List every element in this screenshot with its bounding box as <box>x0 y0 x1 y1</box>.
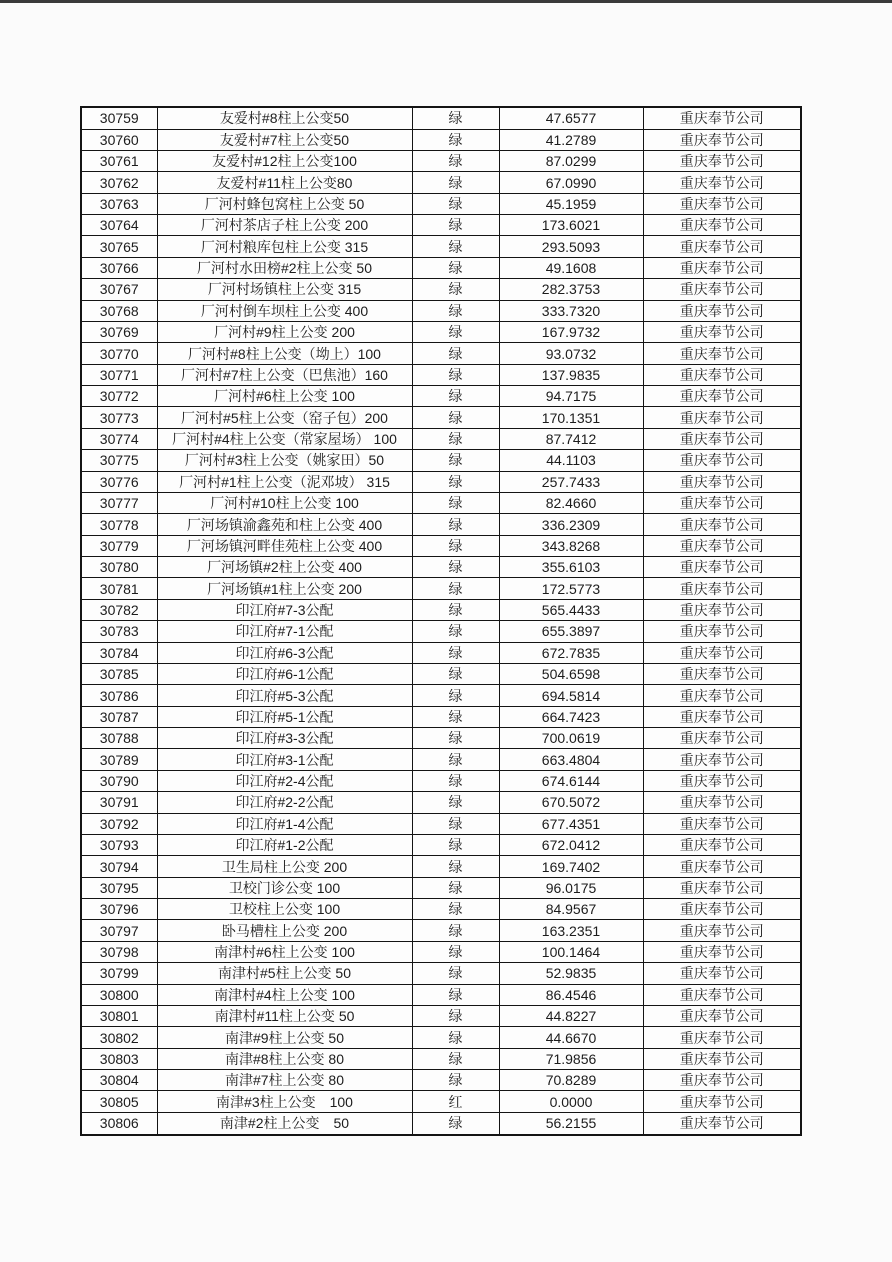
cell-value: 0.0000 <box>499 1091 643 1112</box>
cell-value: 677.4351 <box>499 813 643 834</box>
cell-company: 重庆奉节公司 <box>643 193 801 214</box>
cell-value: 672.0412 <box>499 834 643 855</box>
cell-value: 355.6103 <box>499 557 643 578</box>
cell-status: 绿 <box>412 535 499 556</box>
table-row <box>81 642 801 663</box>
cell-status: 绿 <box>412 899 499 920</box>
table-row <box>81 1091 801 1112</box>
cell-status: 绿 <box>412 663 499 684</box>
cell-id: 30777 <box>81 492 157 513</box>
cell-status: 红 <box>412 1091 499 1112</box>
cell-id: 30783 <box>81 621 157 642</box>
cell-id: 30805 <box>81 1091 157 1112</box>
table-row <box>81 1070 801 1091</box>
table-row <box>81 728 801 749</box>
cell-status: 绿 <box>412 813 499 834</box>
cell-status: 绿 <box>412 471 499 492</box>
cell-name: 厂河村茶店子柱上公变 200 <box>157 215 412 236</box>
cell-name: 厂河村#6柱上公变 100 <box>157 386 412 407</box>
cell-id: 30761 <box>81 150 157 171</box>
cell-company: 重庆奉节公司 <box>643 364 801 385</box>
cell-company: 重庆奉节公司 <box>643 1027 801 1048</box>
cell-company: 重庆奉节公司 <box>643 963 801 984</box>
cell-name: 厂河村水田榜#2柱上公变 50 <box>157 257 412 278</box>
table-row <box>81 321 801 342</box>
table-row <box>81 193 801 214</box>
cell-name: 厂河村#9柱上公变 200 <box>157 321 412 342</box>
table-row <box>81 535 801 556</box>
table-row <box>81 343 801 364</box>
cell-id: 30798 <box>81 941 157 962</box>
cell-id: 30787 <box>81 706 157 727</box>
cell-value: 45.1959 <box>499 193 643 214</box>
table-row <box>81 450 801 471</box>
table-row <box>81 1027 801 1048</box>
cell-status: 绿 <box>412 963 499 984</box>
cell-id: 30765 <box>81 236 157 257</box>
cell-value: 93.0732 <box>499 343 643 364</box>
table-row <box>81 107 801 129</box>
cell-status: 绿 <box>412 450 499 471</box>
cell-value: 293.5093 <box>499 236 643 257</box>
cell-company: 重庆奉节公司 <box>643 749 801 770</box>
cell-value: 67.0990 <box>499 172 643 193</box>
cell-company: 重庆奉节公司 <box>643 257 801 278</box>
cell-name: 印江府#3-3公配 <box>157 728 412 749</box>
cell-name: 印江府#7-3公配 <box>157 599 412 620</box>
cell-company: 重庆奉节公司 <box>643 150 801 171</box>
cell-company: 重庆奉节公司 <box>643 813 801 834</box>
cell-status: 绿 <box>412 428 499 449</box>
cell-name: 厂河村倒车坝柱上公变 400 <box>157 300 412 321</box>
cell-id: 30768 <box>81 300 157 321</box>
cell-value: 44.1103 <box>499 450 643 471</box>
table-row <box>81 1112 801 1135</box>
cell-id: 30772 <box>81 386 157 407</box>
cell-company: 重庆奉节公司 <box>643 471 801 492</box>
cell-value: 663.4804 <box>499 749 643 770</box>
cell-value: 137.9835 <box>499 364 643 385</box>
cell-name: 厂河村#8柱上公变（坳上）100 <box>157 343 412 364</box>
cell-value: 47.6577 <box>499 107 643 129</box>
cell-name: 厂河村#1柱上公变（泥邓坡） 315 <box>157 471 412 492</box>
cell-status: 绿 <box>412 343 499 364</box>
cell-status: 绿 <box>412 706 499 727</box>
cell-id: 30792 <box>81 813 157 834</box>
table-row <box>81 1005 801 1026</box>
cell-value: 257.7433 <box>499 471 643 492</box>
cell-name: 友爱村#11柱上公变80 <box>157 172 412 193</box>
cell-company: 重庆奉节公司 <box>643 1070 801 1091</box>
cell-value: 565.4433 <box>499 599 643 620</box>
cell-name: 印江府#1-4公配 <box>157 813 412 834</box>
table-row <box>81 129 801 150</box>
table-row <box>81 300 801 321</box>
cell-company: 重庆奉节公司 <box>643 557 801 578</box>
cell-status: 绿 <box>412 621 499 642</box>
cell-company: 重庆奉节公司 <box>643 920 801 941</box>
table-row <box>81 215 801 236</box>
cell-id: 30804 <box>81 1070 157 1091</box>
cell-name: 厂河村#10柱上公变 100 <box>157 492 412 513</box>
cell-status: 绿 <box>412 642 499 663</box>
cell-company: 重庆奉节公司 <box>643 407 801 428</box>
cell-status: 绿 <box>412 279 499 300</box>
table-row <box>81 834 801 855</box>
cell-id: 30779 <box>81 535 157 556</box>
cell-name: 印江府#2-4公配 <box>157 770 412 791</box>
cell-status: 绿 <box>412 770 499 791</box>
page-top-edge-line <box>0 0 892 3</box>
table-row <box>81 920 801 941</box>
cell-company: 重庆奉节公司 <box>643 984 801 1005</box>
cell-value: 674.6144 <box>499 770 643 791</box>
cell-company: 重庆奉节公司 <box>643 941 801 962</box>
cell-status: 绿 <box>412 1005 499 1026</box>
cell-value: 52.9835 <box>499 963 643 984</box>
cell-status: 绿 <box>412 599 499 620</box>
table-row <box>81 514 801 535</box>
cell-name: 南津#7柱上公变 80 <box>157 1070 412 1091</box>
cell-company: 重庆奉节公司 <box>643 386 801 407</box>
cell-id: 30759 <box>81 107 157 129</box>
cell-value: 343.8268 <box>499 535 643 556</box>
cell-id: 30773 <box>81 407 157 428</box>
cell-id: 30769 <box>81 321 157 342</box>
cell-id: 30802 <box>81 1027 157 1048</box>
table-row <box>81 257 801 278</box>
cell-company: 重庆奉节公司 <box>643 1091 801 1112</box>
cell-company: 重庆奉节公司 <box>643 172 801 193</box>
cell-id: 30806 <box>81 1112 157 1135</box>
table-row <box>81 557 801 578</box>
cell-value: 70.8289 <box>499 1070 643 1091</box>
cell-company: 重庆奉节公司 <box>643 1005 801 1026</box>
cell-status: 绿 <box>412 321 499 342</box>
cell-company: 重庆奉节公司 <box>643 834 801 855</box>
cell-company: 重庆奉节公司 <box>643 450 801 471</box>
cell-status: 绿 <box>412 300 499 321</box>
cell-value: 56.2155 <box>499 1112 643 1135</box>
cell-name: 厂河村粮库包柱上公变 315 <box>157 236 412 257</box>
cell-status: 绿 <box>412 856 499 877</box>
cell-id: 30775 <box>81 450 157 471</box>
table-row <box>81 172 801 193</box>
cell-value: 170.1351 <box>499 407 643 428</box>
cell-company: 重庆奉节公司 <box>643 321 801 342</box>
cell-id: 30795 <box>81 877 157 898</box>
table-row <box>81 621 801 642</box>
cell-id: 30790 <box>81 770 157 791</box>
table-row <box>81 578 801 599</box>
cell-name: 友爱村#7柱上公变50 <box>157 129 412 150</box>
cell-name: 南津村#11柱上公变 50 <box>157 1005 412 1026</box>
cell-status: 绿 <box>412 920 499 941</box>
cell-status: 绿 <box>412 215 499 236</box>
cell-name: 南津村#5柱上公变 50 <box>157 963 412 984</box>
cell-id: 30778 <box>81 514 157 535</box>
cell-value: 333.7320 <box>499 300 643 321</box>
cell-name: 南津#3柱上公变 100 <box>157 1091 412 1112</box>
cell-value: 700.0619 <box>499 728 643 749</box>
cell-company: 重庆奉节公司 <box>643 770 801 791</box>
cell-id: 30797 <box>81 920 157 941</box>
cell-company: 重庆奉节公司 <box>643 663 801 684</box>
transformer-status-table <box>80 106 802 1136</box>
cell-id: 30762 <box>81 172 157 193</box>
cell-value: 672.7835 <box>499 642 643 663</box>
cell-name: 卫校门诊公变 100 <box>157 877 412 898</box>
cell-company: 重庆奉节公司 <box>643 728 801 749</box>
table-row <box>81 706 801 727</box>
table-body <box>81 107 801 1135</box>
cell-id: 30794 <box>81 856 157 877</box>
table-row <box>81 685 801 706</box>
cell-company: 重庆奉节公司 <box>643 279 801 300</box>
cell-value: 44.8227 <box>499 1005 643 1026</box>
table-row <box>81 749 801 770</box>
cell-id: 30763 <box>81 193 157 214</box>
cell-company: 重庆奉节公司 <box>643 215 801 236</box>
table-row <box>81 792 801 813</box>
table-row <box>81 813 801 834</box>
cell-status: 绿 <box>412 792 499 813</box>
cell-name: 印江府#5-3公配 <box>157 685 412 706</box>
cell-company: 重庆奉节公司 <box>643 706 801 727</box>
cell-name: 厂河村场镇柱上公变 315 <box>157 279 412 300</box>
cell-status: 绿 <box>412 1027 499 1048</box>
table-row <box>81 877 801 898</box>
table-row <box>81 599 801 620</box>
cell-company: 重庆奉节公司 <box>643 535 801 556</box>
cell-company: 重庆奉节公司 <box>643 343 801 364</box>
cell-status: 绿 <box>412 407 499 428</box>
table-row <box>81 386 801 407</box>
cell-name: 南津村#6柱上公变 100 <box>157 941 412 962</box>
cell-name: 印江府#6-1公配 <box>157 663 412 684</box>
cell-name: 印江府#6-3公配 <box>157 642 412 663</box>
cell-value: 100.1464 <box>499 941 643 962</box>
table-row <box>81 1048 801 1069</box>
cell-id: 30793 <box>81 834 157 855</box>
cell-id: 30770 <box>81 343 157 364</box>
cell-status: 绿 <box>412 834 499 855</box>
cell-id: 30784 <box>81 642 157 663</box>
cell-status: 绿 <box>412 728 499 749</box>
cell-value: 670.5072 <box>499 792 643 813</box>
cell-id: 30800 <box>81 984 157 1005</box>
cell-name: 厂河场镇河畔佳苑柱上公变 400 <box>157 535 412 556</box>
cell-name: 厂河村#7柱上公变（巴焦池）160 <box>157 364 412 385</box>
cell-status: 绿 <box>412 1048 499 1069</box>
cell-name: 南津#9柱上公变 50 <box>157 1027 412 1048</box>
cell-value: 49.1608 <box>499 257 643 278</box>
cell-value: 504.6598 <box>499 663 643 684</box>
cell-value: 87.7412 <box>499 428 643 449</box>
cell-company: 重庆奉节公司 <box>643 428 801 449</box>
cell-name: 南津#8柱上公变 80 <box>157 1048 412 1069</box>
cell-id: 30776 <box>81 471 157 492</box>
cell-status: 绿 <box>412 386 499 407</box>
cell-name: 印江府#3-1公配 <box>157 749 412 770</box>
cell-name: 厂河场镇#2柱上公变 400 <box>157 557 412 578</box>
table-row <box>81 279 801 300</box>
cell-value: 94.7175 <box>499 386 643 407</box>
cell-company: 重庆奉节公司 <box>643 621 801 642</box>
cell-status: 绿 <box>412 236 499 257</box>
cell-value: 282.3753 <box>499 279 643 300</box>
cell-status: 绿 <box>412 749 499 770</box>
cell-id: 30760 <box>81 129 157 150</box>
cell-id: 30796 <box>81 899 157 920</box>
cell-value: 96.0175 <box>499 877 643 898</box>
cell-id: 30774 <box>81 428 157 449</box>
cell-name: 卧马槽柱上公变 200 <box>157 920 412 941</box>
cell-status: 绿 <box>412 492 499 513</box>
cell-status: 绿 <box>412 193 499 214</box>
cell-name: 友爱村#8柱上公变50 <box>157 107 412 129</box>
cell-company: 重庆奉节公司 <box>643 514 801 535</box>
cell-name: 印江府#7-1公配 <box>157 621 412 642</box>
cell-company: 重庆奉节公司 <box>643 129 801 150</box>
cell-company: 重庆奉节公司 <box>643 599 801 620</box>
cell-company: 重庆奉节公司 <box>643 300 801 321</box>
table-row <box>81 984 801 1005</box>
cell-company: 重庆奉节公司 <box>643 578 801 599</box>
cell-status: 绿 <box>412 557 499 578</box>
cell-status: 绿 <box>412 150 499 171</box>
cell-status: 绿 <box>412 1112 499 1135</box>
cell-status: 绿 <box>412 129 499 150</box>
cell-company: 重庆奉节公司 <box>643 792 801 813</box>
cell-value: 167.9732 <box>499 321 643 342</box>
cell-id: 30785 <box>81 663 157 684</box>
cell-value: 82.4660 <box>499 492 643 513</box>
cell-value: 655.3897 <box>499 621 643 642</box>
cell-status: 绿 <box>412 107 499 129</box>
cell-status: 绿 <box>412 984 499 1005</box>
cell-status: 绿 <box>412 941 499 962</box>
cell-company: 重庆奉节公司 <box>643 856 801 877</box>
cell-name: 厂河村蜂包窝柱上公变 50 <box>157 193 412 214</box>
cell-name: 卫校柱上公变 100 <box>157 899 412 920</box>
cell-id: 30766 <box>81 257 157 278</box>
cell-name: 厂河村#4柱上公变（常家屋场） 100 <box>157 428 412 449</box>
cell-status: 绿 <box>412 257 499 278</box>
cell-company: 重庆奉节公司 <box>643 685 801 706</box>
cell-company: 重庆奉节公司 <box>643 877 801 898</box>
cell-value: 163.2351 <box>499 920 643 941</box>
cell-value: 694.5814 <box>499 685 643 706</box>
cell-id: 30801 <box>81 1005 157 1026</box>
table-row <box>81 492 801 513</box>
cell-value: 44.6670 <box>499 1027 643 1048</box>
cell-id: 30786 <box>81 685 157 706</box>
cell-name: 友爱村#12柱上公变100 <box>157 150 412 171</box>
cell-id: 30771 <box>81 364 157 385</box>
table-row <box>81 428 801 449</box>
cell-value: 169.7402 <box>499 856 643 877</box>
cell-status: 绿 <box>412 514 499 535</box>
cell-id: 30782 <box>81 599 157 620</box>
cell-id: 30789 <box>81 749 157 770</box>
cell-name: 印江府#1-2公配 <box>157 834 412 855</box>
cell-status: 绿 <box>412 685 499 706</box>
cell-name: 南津村#4柱上公变 100 <box>157 984 412 1005</box>
cell-value: 664.7423 <box>499 706 643 727</box>
cell-name: 印江府#2-2公配 <box>157 792 412 813</box>
table-row <box>81 150 801 171</box>
table-row <box>81 364 801 385</box>
cell-status: 绿 <box>412 364 499 385</box>
table-row <box>81 899 801 920</box>
table-row <box>81 941 801 962</box>
cell-id: 30799 <box>81 963 157 984</box>
table-row <box>81 407 801 428</box>
cell-status: 绿 <box>412 1070 499 1091</box>
cell-value: 336.2309 <box>499 514 643 535</box>
cell-name: 印江府#5-1公配 <box>157 706 412 727</box>
cell-status: 绿 <box>412 877 499 898</box>
cell-id: 30764 <box>81 215 157 236</box>
table-row <box>81 963 801 984</box>
cell-name: 卫生局柱上公变 200 <box>157 856 412 877</box>
cell-value: 172.5773 <box>499 578 643 599</box>
cell-company: 重庆奉节公司 <box>643 1112 801 1135</box>
cell-value: 84.9567 <box>499 899 643 920</box>
cell-company: 重庆奉节公司 <box>643 492 801 513</box>
table-row <box>81 856 801 877</box>
cell-id: 30791 <box>81 792 157 813</box>
cell-status: 绿 <box>412 578 499 599</box>
table-row <box>81 471 801 492</box>
cell-name: 南津#2柱上公变 50 <box>157 1112 412 1135</box>
table-row <box>81 663 801 684</box>
cell-company: 重庆奉节公司 <box>643 1048 801 1069</box>
table-row <box>81 770 801 791</box>
table-row <box>81 236 801 257</box>
cell-name: 厂河场镇渝鑫苑和柱上公变 400 <box>157 514 412 535</box>
cell-value: 87.0299 <box>499 150 643 171</box>
cell-status: 绿 <box>412 172 499 193</box>
cell-company: 重庆奉节公司 <box>643 899 801 920</box>
cell-company: 重庆奉节公司 <box>643 236 801 257</box>
cell-value: 86.4546 <box>499 984 643 1005</box>
cell-id: 30803 <box>81 1048 157 1069</box>
cell-id: 30788 <box>81 728 157 749</box>
cell-company: 重庆奉节公司 <box>643 642 801 663</box>
cell-id: 30767 <box>81 279 157 300</box>
cell-id: 30781 <box>81 578 157 599</box>
cell-id: 30780 <box>81 557 157 578</box>
cell-value: 173.6021 <box>499 215 643 236</box>
cell-name: 厂河场镇#1柱上公变 200 <box>157 578 412 599</box>
cell-company: 重庆奉节公司 <box>643 107 801 129</box>
cell-value: 41.2789 <box>499 129 643 150</box>
cell-name: 厂河村#5柱上公变（窑子包）200 <box>157 407 412 428</box>
cell-name: 厂河村#3柱上公变（姚家田）50 <box>157 450 412 471</box>
cell-value: 71.9856 <box>499 1048 643 1069</box>
